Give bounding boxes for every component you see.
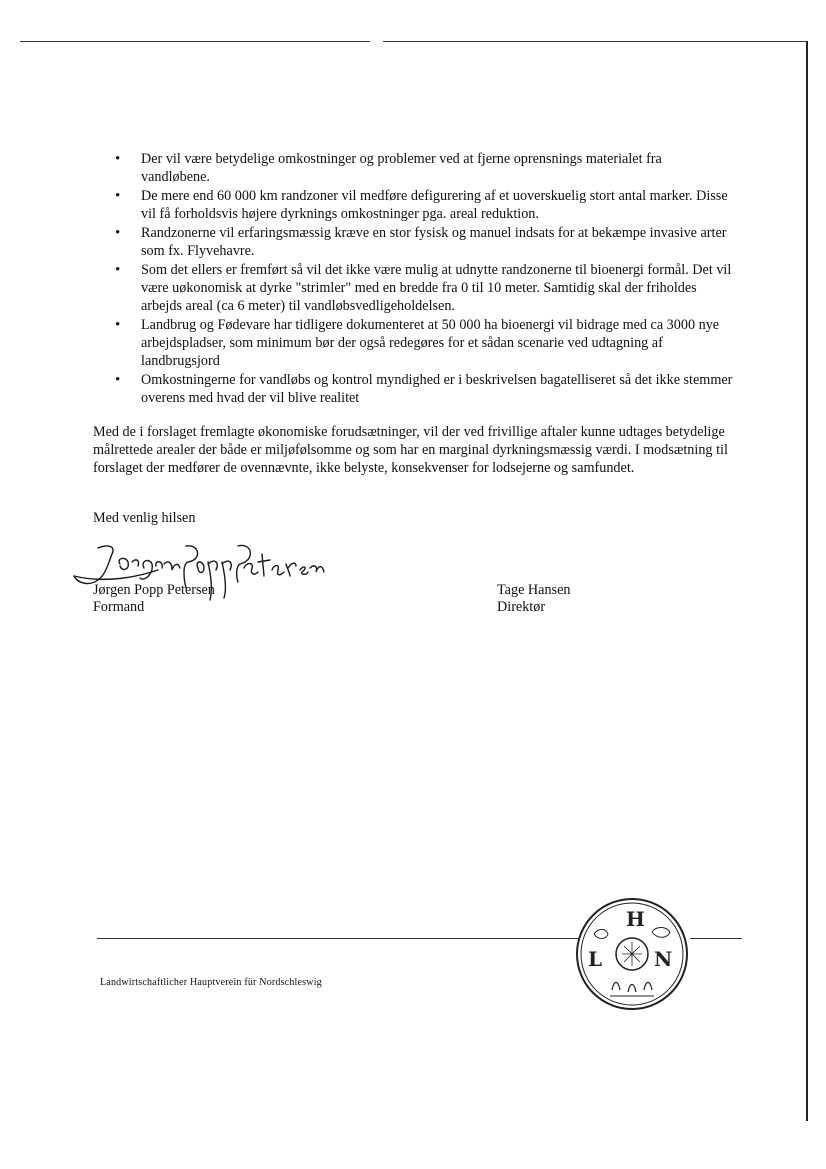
footer-rule-right: [690, 938, 742, 939]
scan-edge-top-right: [383, 41, 807, 42]
list-item: • De mere end 60 000 km randzoner vil medføre defigurering af et uoverskuelig stort antal marker. Disse vil få forholdsvis højere dyrknings omkostninger pga. areal reduktion.: [93, 187, 733, 223]
signatory-left: [93, 582, 215, 616]
signatory-name: Tage Hansen: [497, 582, 571, 598]
signatory-title: Direktør: [497, 599, 546, 615]
list-item: • Som det ellers er fremført så vil det ikke være mulig at udnytte randzonerne til bioenergi formål. Det vil være uøkonomisk at dyrke "strimler" med en bredde fra 0 til 10 meter. Samtidig skal der friholdes arbejds areal (ca 6 meter) til vandløbsvedligeholdelsen.: [93, 261, 733, 315]
svg-text:H: H: [626, 907, 645, 931]
svg-text:L: L: [588, 947, 603, 971]
closing-line: Med venlig hilsen: [93, 510, 196, 526]
scan-edge-right: [806, 41, 808, 1121]
signatory-title: Formand: [93, 599, 145, 615]
bullet-list: [93, 150, 733, 408]
signatory-right: [497, 582, 570, 616]
list-item: • Landbrug og Fødevare har tidligere dokumenteret at 50 000 ha bioenergi vil bidrage med ca 3000 nye arbejdspladser, som minimum bør der også redegøres for et sådan scenarie ved udtagning af landbrugsjord: [93, 316, 733, 370]
body-paragraph: Med de i forslaget fremlagte økonomiske forudsætninger, vil der ved frivillige aftaler kunne udtages betydelige målrettede arealer der både er miljøfølsomme og som har en marginal dyrkningsmæssig værdi. I modsætning til forslaget der medfører de ovennævnte, ikke belyste, konsekvenser for lodsejerne og samfundet.: [93, 424, 728, 476]
scan-edge-top-left: [20, 41, 370, 42]
list-item: • Randzonerne vil erfaringsmæssig kræve en stor fysisk og manuel indsats for at bekæmpe invasive arter som fx. Flyvehavre.: [93, 224, 733, 260]
list-item: • Omkostningerne for vandløbs og kontrol myndighed er i beskrivelsen bagatelliseret så det ikke stemmer overens med hvad der vil blive realitet: [93, 371, 733, 407]
footer-rule-left: [97, 938, 579, 939]
svg-text:N: N: [654, 947, 673, 971]
footer-organization: Landwirtschaftlicher Hauptverein für Nordschleswig: [100, 977, 322, 988]
list-item: • Der vil være betydelige omkostninger og problemer ved at fjerne oprensnings materialet fra vandløbene.: [93, 150, 733, 186]
signatory-name: Jørgen Popp Petersen: [93, 582, 215, 598]
organization-seal-logo: [574, 896, 690, 1012]
